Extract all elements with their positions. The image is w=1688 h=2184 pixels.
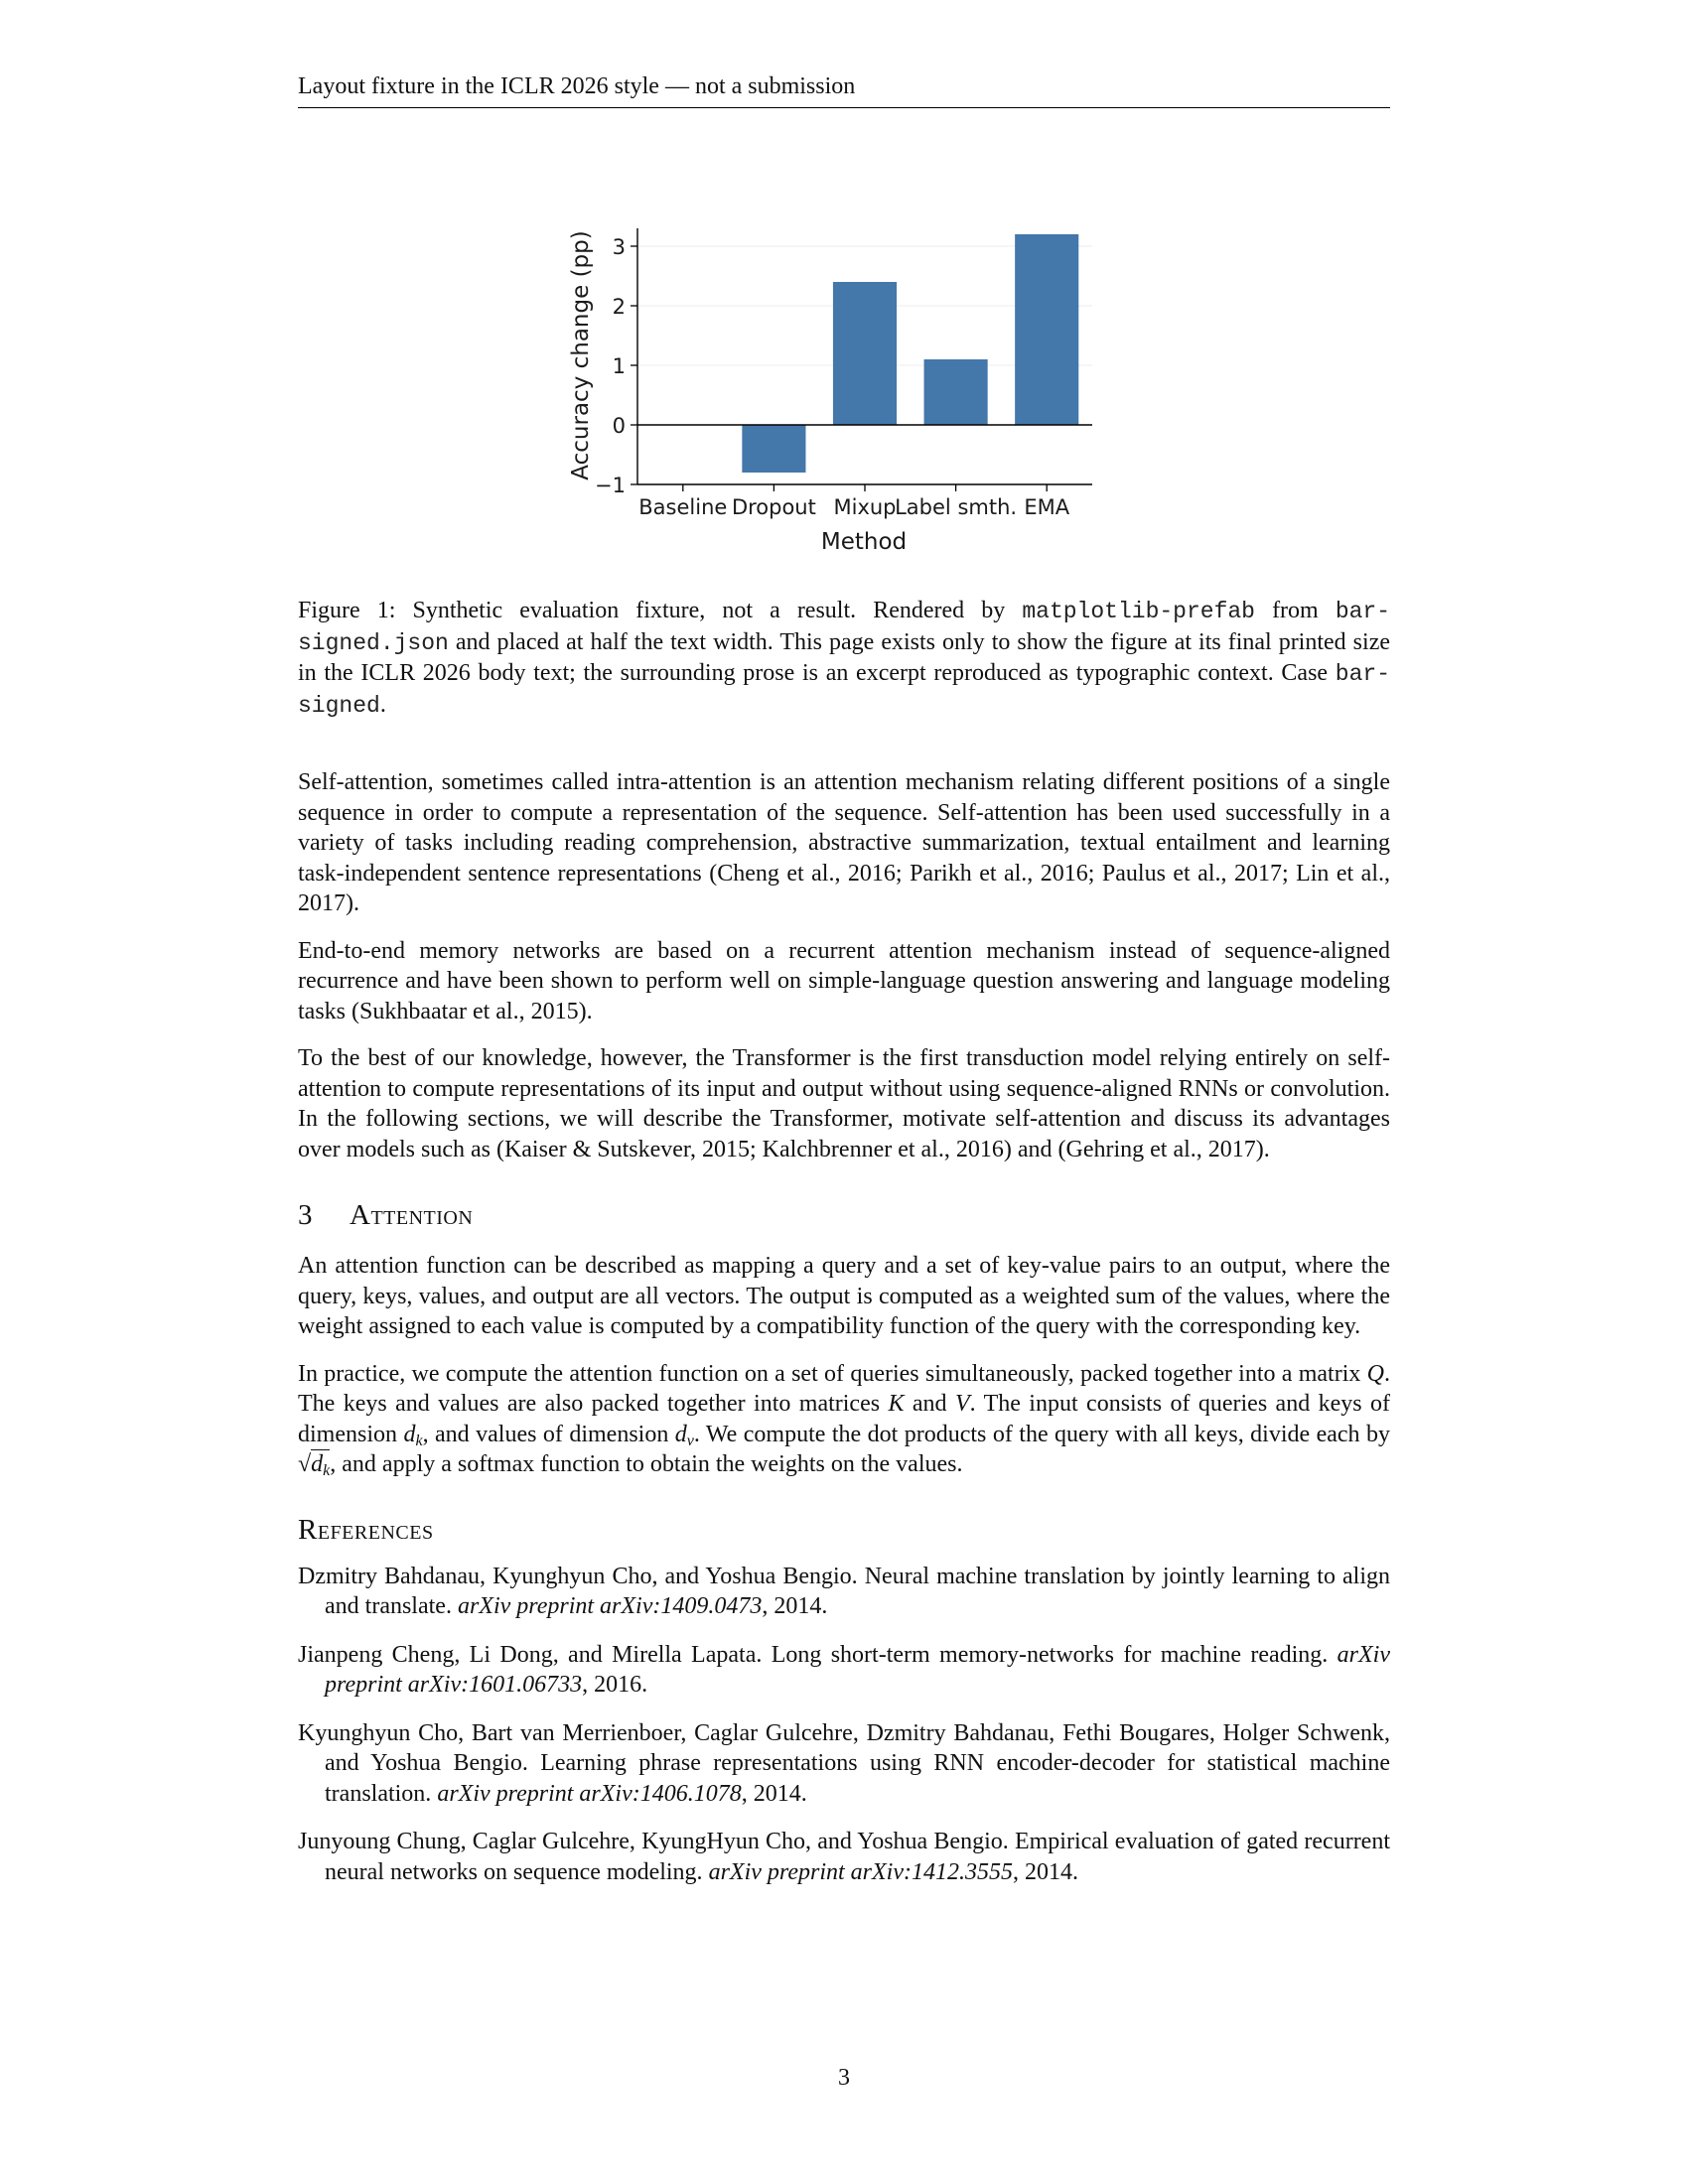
bar-chart (568, 206, 1120, 564)
reference-venue: arXiv preprint arXiv:1412.3555 (708, 1858, 1013, 1885)
y-tick-label: 2 (612, 295, 626, 319)
math-var: d (311, 1451, 324, 1477)
section-number: 3 (298, 1199, 313, 1231)
body-text (298, 767, 1390, 1905)
text-run: In practice, we compute the attention function on a set of queries simultaneously, packed together into a matrix (298, 1360, 1367, 1387)
sqrt-symbol: √ (298, 1451, 312, 1477)
reference-text: Junyoung Chung, Caglar Gulcehre, KyungHyun Cho, and Yoshua Bengio. Empirical evaluation of gated recurrent neural networks on sequence modeling. (298, 1829, 1390, 1885)
x-tick-label: EMA (1024, 495, 1070, 519)
caption-code: bar-signed (298, 661, 1390, 719)
reference-year: , 2014. (741, 1780, 807, 1807)
caption-label: Figure 1: (298, 598, 396, 623)
bar (924, 359, 988, 425)
math-var: V (954, 1391, 970, 1417)
caption-code: matplotlib-prefab (1022, 599, 1255, 624)
page-number: 3 (838, 2065, 850, 2091)
reference-item (298, 1718, 1390, 1810)
section-heading (298, 1197, 1390, 1233)
reference-venue: arXiv preprint arXiv:1409.0473 (457, 1593, 763, 1619)
x-axis-label: Method (820, 529, 908, 555)
reference-text: Jianpeng Cheng, Li Dong, and Mirella Lapata. Long short-term memory-networks for machine reading. (298, 1641, 1337, 1668)
caption-code: bar-signed.json (298, 599, 1391, 656)
reference-year: , 2014. (1012, 1858, 1078, 1885)
paragraph: To the best of our knowledge, however, the Transformer is the first transduction model relying entirely on self-attention to compute representations of its input and output without using sequence-aligned RNNs or convolution. In the following sections, we will describe the Transformer, motivate self-attention and discuss its advantages over models such as (Kaiser & Sutskever, 2015; Kalchbrenner et al., 2016) and (Gehring et al., 2017). (298, 1045, 1390, 1162)
figure-caption (298, 596, 1390, 721)
x-tick-label: Mixup (833, 495, 897, 519)
text-run: . The keys and values are also packed together into matrices (298, 1360, 1390, 1417)
bar (1015, 234, 1078, 425)
y-tick-label: −1 (595, 474, 626, 497)
paragraph (298, 1359, 1390, 1480)
y-tick-label: 1 (612, 354, 626, 378)
reference-item (298, 1640, 1390, 1701)
figure-1 (568, 206, 1120, 564)
math-var: K (888, 1391, 905, 1417)
math-sub: k (415, 1432, 423, 1449)
y-tick-label: 0 (612, 414, 626, 438)
text-run: , and apply a softmax function to obtain the weights on the values. (330, 1451, 963, 1477)
sqrt-expression (298, 1449, 330, 1480)
reference-year: , 2016. (582, 1672, 648, 1698)
caption-text: from (1254, 598, 1336, 623)
caption-text: . (379, 691, 386, 718)
reference-venue: arXiv preprint arXiv:1601.06733 (325, 1641, 1390, 1698)
section-title: Attention (350, 1199, 474, 1231)
paragraph: Self-attention, sometimes called intra-attention is an attention mechanism relating different positions of a single sequence in order to compute a representation of the sequence. Self-attention has been used successfully in a variety of tasks including reading comprehension, abstractive summarization, textual entailment and learning task-independent sentence representations (Cheng et al., 2016; Parikh et al., 2016; Paulus et al., 2017; Lin et al., 2017). (298, 769, 1390, 916)
reference-item (298, 1827, 1390, 1887)
paragraph: An attention function can be described as mapping a query and a set of key-value pairs to an output, where the query, keys, values, and output are all vectors. The output is computed as a weighted sum of the values, where the weight assigned to each value is computed by a compatibility function of the query with the corresponding key. (298, 1253, 1390, 1339)
x-tick-label: Label smth. (895, 495, 1018, 519)
caption-text: and placed at half the text width. This page exists only to show the figure at its final printed size in the ICLR 2026 body text; the surrounding prose is an excerpt reproduced as typographic context. Case (298, 628, 1390, 686)
reference-item (298, 1562, 1390, 1622)
text-run: , and values of dimension (422, 1421, 675, 1447)
paper-page (298, 0, 1390, 2184)
caption-text: Synthetic evaluation fixture, not a result. Rendered by (395, 598, 1023, 623)
text-run: . The input consists of queries and keys of dimension (298, 1391, 1390, 1447)
text-run: and (904, 1391, 955, 1417)
x-tick-label: Dropout (731, 495, 816, 519)
math-var: d (403, 1421, 416, 1447)
y-tick-label: 3 (612, 235, 626, 259)
math-sub: k (323, 1462, 331, 1479)
y-axis-label: Accuracy change (pp) (568, 230, 594, 480)
paragraph: End-to-end memory networks are based on a recurrent attention mechanism instead of sequence-aligned recurrence and have been shown to perform well on simple-language question answering and language modeling tasks (Sukhbaatar et al., 2015). (298, 937, 1390, 1024)
math-sub: v (686, 1432, 694, 1449)
reference-year: , 2014. (762, 1593, 828, 1619)
math-var: d (674, 1421, 687, 1447)
running-head: Layout fixture in the ICLR 2026 style — not a submission (298, 71, 1390, 108)
references-heading: References (298, 1513, 434, 1546)
reference-text: Dzmitry Bahdanau, Kyunghyun Cho, and Yoshua Bengio. Neural machine translation by jointly learning to align and translate. (298, 1563, 1390, 1619)
text-run: . We compute the dot products of the query with all keys, divide each by (693, 1421, 1391, 1447)
reference-venue: arXiv preprint arXiv:1406.1078 (437, 1780, 742, 1807)
bar (742, 425, 805, 473)
bar (833, 282, 897, 425)
reference-text: Kyunghyun Cho, Bart van Merrienboer, Caglar Gulcehre, Dzmitry Bahdanau, Fethi Bougares, Holger Schwenk, and Yoshua Bengio. Learning phrase representations using RNN encoder-decoder for statistical machine translation. (298, 1719, 1390, 1807)
math-var: Q (1366, 1360, 1384, 1387)
x-tick-label: Baseline (638, 495, 728, 519)
